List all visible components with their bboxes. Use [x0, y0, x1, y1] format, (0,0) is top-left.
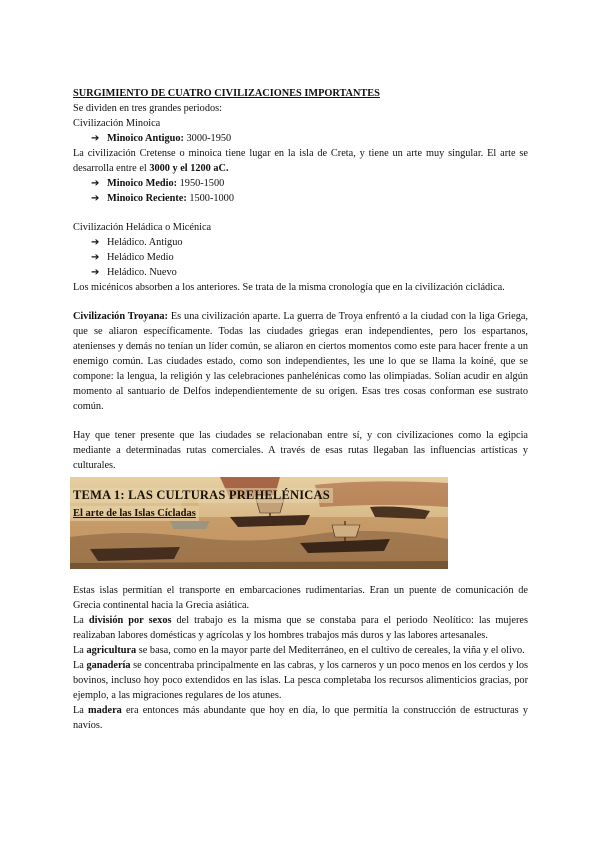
heladica-item: ➔ Heládico Medio — [91, 252, 174, 263]
document-title: SURGIMIENTO DE CUATRO CIVILIZACIONES IMPORTANTES — [73, 88, 380, 99]
heladica-item: ➔ Heládico. Nuevo — [91, 267, 177, 278]
minoico-antiguo-item: ➔ Minoico Antiguo: 3000-1950 — [91, 133, 232, 144]
banner-title: TEMA 1: LAS CULTURAS PREHELÉNICAS — [70, 488, 333, 503]
cicladas-paragraph-5: La madera era entonces más abundante que hoy en día, lo que permitía la construcción de estructuras y navíos. — [73, 705, 529, 731]
fresco-banner — [70, 477, 448, 569]
heladica-item: ➔ Heládico. Antiguo — [91, 237, 183, 248]
minoica-paragraph: La civilización Cretense o minoica tiene lugar en la isla de Creta, y tiene un arte muy singular. El arte se desarrolla entre el 3000 y el 1200 aC. — [73, 148, 528, 174]
banner-subtitle: El arte de las Islas Cícladas — [70, 506, 199, 521]
document-page — [73, 86, 528, 733]
arrow-icon: ➔ — [91, 252, 100, 263]
arrow-icon: ➔ — [91, 267, 100, 278]
arrow-icon: ➔ — [91, 193, 100, 204]
cicladas-paragraph-4: La ganadería se concentraba principalmente en las cabras, y los carneros y un poco menos en los cerdos y los bovinos, incluso hoy poco extendidos en las islas. La pesca completaba los recursos alimenticios gracias, por ejemplo, a las migraciones regulares de los atunes. — [73, 660, 528, 701]
minoico-medio-item: ➔ Minoico Medio: 1950-1500 — [91, 178, 225, 189]
arrow-icon: ➔ — [91, 133, 100, 144]
minoica-heading: Civilización Minoica — [73, 118, 161, 129]
heladica-heading: Civilización Heládica o Micénica — [73, 222, 212, 233]
intro-text: Se dividen en tres grandes periodos: — [73, 103, 222, 114]
arrow-icon: ➔ — [91, 237, 100, 248]
relaciones-paragraph: Hay que tener presente que las ciudades se relacionaban entre sí, y con civilizaciones como la egipcia mediante a determinadas rutas comerciales. A través de esas rutas llegaban las influencias artísticas y culturales. — [73, 430, 528, 471]
cicladas-paragraph-1: Estas islas permitían el transporte en embarcaciones rudimentarias. Eran un puente de comunicación de Grecia continental hacia la Grecia asiática. — [73, 585, 528, 611]
heladica-paragraph: Los micénicos absorben a los anteriores. Se trata de la misma cronología que en la civilización cicládica. — [73, 282, 505, 293]
minoico-reciente-item: ➔ Minoico Reciente: 1500-1000 — [91, 193, 234, 204]
troyana-paragraph: Civilización Troyana: Es una civilización aparte. La guerra de Troya enfrentó a la ciudad con la liga Griega, que se aliaron específicamente. Todas las ciudades griegas eran independientes, pero los espartanos, atenienses y demás no tenían un líder común, se aliaron en ciertos momentos como este para hacer frente a un enemigo común. Las ciudades estado, como son independientes, les une lo que se llama la koiné, que se compone: la lengua, la religión y las celebraciones panhelénicas como las olimpiadas. Solían acudir en algún momento al santuario de Delfos independientemente de su origen. Esas tres cosas conforman ese sustrato común. — [73, 311, 528, 412]
cicladas-paragraph-3: La agricultura se basa, como en la mayor parte del Mediterráneo, en el cultivo de cereales, la viña y el olivo. — [73, 645, 525, 656]
cicladas-paragraph-2: La división por sexos del trabajo es la misma que se constaba para el periodo Neolítico: las mujeres realizaban labores domésticas y agrícolas y los hombres trabajos más duros y las labores artesanales. — [73, 615, 528, 641]
arrow-icon: ➔ — [91, 178, 100, 189]
